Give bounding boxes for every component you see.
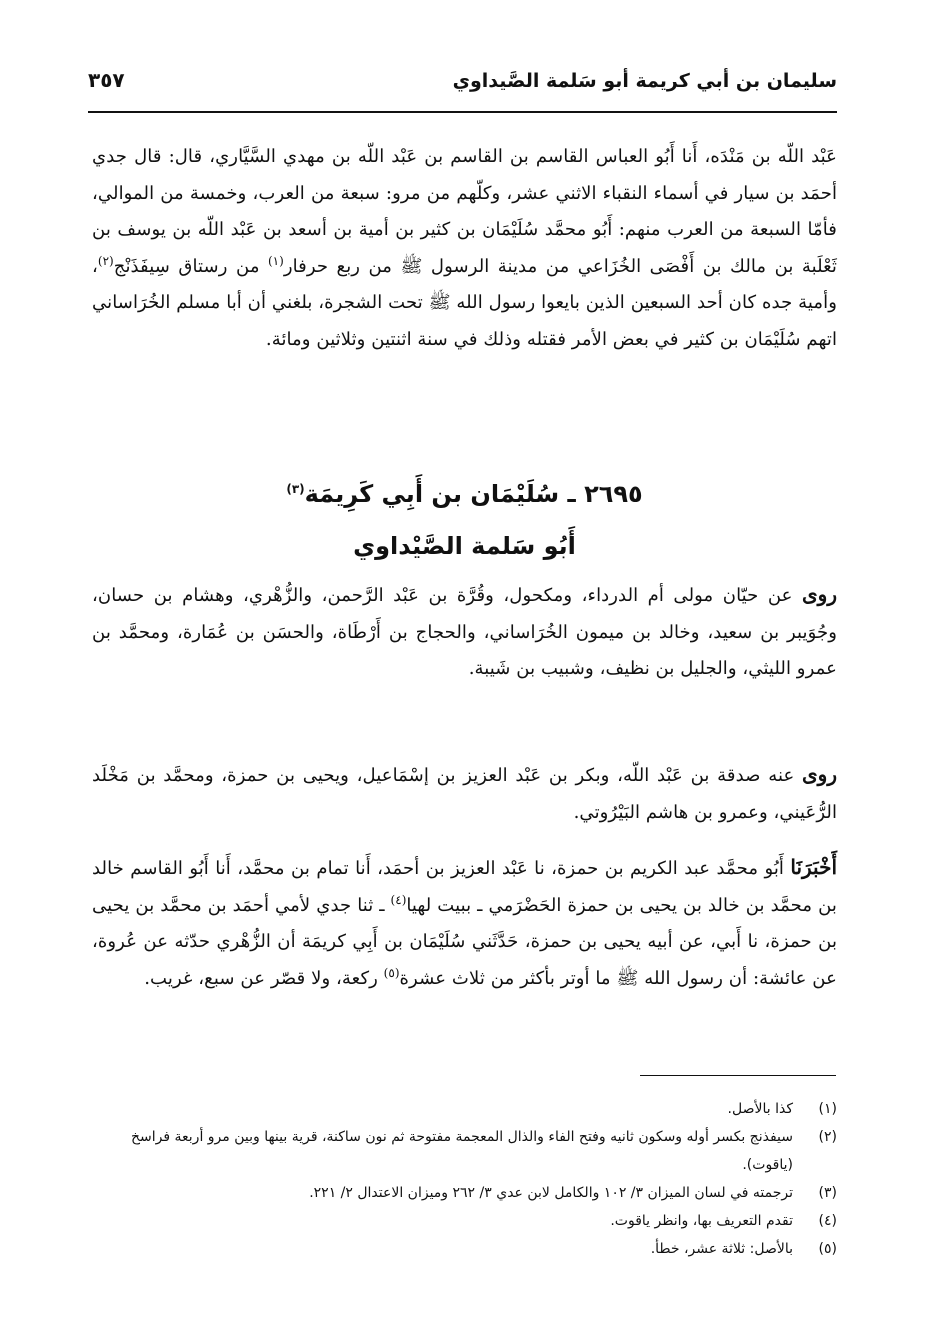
footnotes xyxy=(92,1095,837,1263)
narrators-text: عنه صدقة بن عَبْد اللّه، وبكر بن عَبْد العزيز بن إسْمَاعيل، ويحيى بن حمزة، ومحمَّد بن مَخْلَد الرُّعَيني، وعمرو بن هاشم البَيْرُوتي. xyxy=(92,765,837,823)
footnote-item xyxy=(92,1095,837,1123)
lead-word: روى xyxy=(802,582,837,606)
running-head xyxy=(88,66,837,104)
isnad-text: أَبُو محمَّد عبد الكريم بن حمزة، نا عَبْد العزيز بن أحمَد، أَنا تمام بن محمَّد، أَنا أَبُو القاسم خالد بن محمَّد بن خالد بن يحيى بن حمزة الحَضْرَمي ـ ببيت لهيا xyxy=(92,858,837,916)
footnote-number: (١) xyxy=(818,1101,837,1117)
footnote-text: ترجمته في لسان الميزان ٣/ ١٠٢ والكامل لابن عدي ٣/ ٢٦٢ وميزان الاعتدال ٢/ ٢٢١. xyxy=(309,1185,793,1201)
lead-word: روى xyxy=(802,762,837,786)
running-title: سليمان بن أبي كريمة أبو سَلمة الصَّيداوي xyxy=(452,70,837,92)
lead-word: أَخْبَرَنَا xyxy=(790,855,837,879)
footnote-ref-2[interactable]: (٢) xyxy=(97,253,114,268)
narrators-from-him-paragraph xyxy=(92,756,837,831)
footnote-item xyxy=(92,1179,837,1207)
footnote-number: (٢) xyxy=(818,1129,837,1145)
footnote-text: بالأصل: ثلاثة عشر، خطأ. xyxy=(650,1241,793,1257)
isnad-paragraph xyxy=(92,849,837,997)
footnote-ref-3[interactable]: (٣) xyxy=(286,482,305,496)
isnad-text-b: ـ ثنا جدي لأمي أحمَد بن محمَّد بن يحيى بن حمزة، نا أَبي، عن أبيه يحيى بن حمزة، حَدَّثَني سُلَيْمَان بن أَبِي كريمَة أن الزُّهْري حدّثه عن عُروة، عن عائشة: أن رسول الله ﷺ ما أوتر بأكثر من ثلاث عشرة xyxy=(92,894,837,989)
narrated-from-text: عن حيّان مولى أم الدرداء، ومكحول، وقُرَّة بن عَبْد الرَّحمن، والزُّهْري، وهشام بن حسان، وجُوَيبر بن سعيد، وخالد بن ميمون الخُرَاساني، والحجاج بن أَرْطَاة، والحسَن بن عُمَارة، ومحمَّد بن عمرو الليثي، والجليل بن نظيف، وشبيب بن شَيبة. xyxy=(92,585,837,679)
footnote-number: (٣) xyxy=(818,1185,837,1201)
intro-paragraph xyxy=(92,139,837,358)
intro-text-c: ، وأمية جده كان أحد السبعين الذين بايعوا رسول الله ﷺ تحت الشجرة، بلغني أن أبا مسلم الخُرَاساني اتهم سُلَيْمَان بن كثير في بعض الأمر فقتله وذلك في سنة اثنتين وثلاثين ومائة. xyxy=(92,255,837,350)
footnote-text: سيفذنج بكسر أوله وسكون ثانيه وفتح الفاء والذال المعجمة مفتوحة ثم نون ساكنة، قرية بينها وبين مرو أربعة فراسخ (ياقوت). xyxy=(131,1129,793,1173)
footnote-text: كذا بالأصل. xyxy=(727,1101,793,1117)
footnote-ref-1[interactable]: (١) xyxy=(267,253,284,268)
isnad-text-c: ركعة، ولا قصّر عن سبع، غريب. xyxy=(144,967,384,989)
entry-title: ٢٦٩٥ ـ سُلَيْمَان بن أَبِي كَرِيمَة xyxy=(304,480,643,508)
page-number: ٣٥٧ xyxy=(88,68,125,92)
header-rule xyxy=(88,111,837,113)
footnote-item xyxy=(92,1123,837,1179)
footnote-text: تقدم التعريف بها، وانظر ياقوت. xyxy=(610,1213,793,1229)
entry-title-line xyxy=(92,468,837,520)
footnote-item xyxy=(92,1207,837,1235)
intro-text: عَبْد اللّه بن مَنْدَه، أَنا أَبُو العباس القاسم بن القاسم بن عَبْد اللّه بن مهدي السَّيَّاري، قال: قال جدي أحمَد بن سيار في أسماء النقباء الاثني عشر، وكلّهم من مرو: سبعة من العرب، وخمسة من الموالي، فأمّا السبعة من العرب منهم: أَبُو محمَّد سُلَيْمَان بن كثير بن أمية بن أسعد بن عَبْد اللّه بن يوسف بن ثَعْلَبة بن مالك بن أَفْصَى الخُزَاعي من مدينة الرسول ﷺ من ربع حرفار xyxy=(92,146,837,277)
footnote-rule xyxy=(640,1075,836,1076)
footnote-ref-4[interactable]: (٤) xyxy=(390,892,407,907)
entry-heading xyxy=(92,468,837,572)
footnote-number: (٥) xyxy=(818,1241,837,1257)
footnote-number: (٤) xyxy=(818,1213,837,1229)
footnote-item xyxy=(92,1235,837,1263)
entry-kunya: أَبُو سَلمة الصَّيْداوي xyxy=(353,532,576,560)
intro-text-b: من رستاق سِيفَذَنْج xyxy=(113,255,268,277)
footnote-ref-5[interactable]: (٥) xyxy=(383,965,400,980)
narrated-from-paragraph xyxy=(92,576,837,688)
